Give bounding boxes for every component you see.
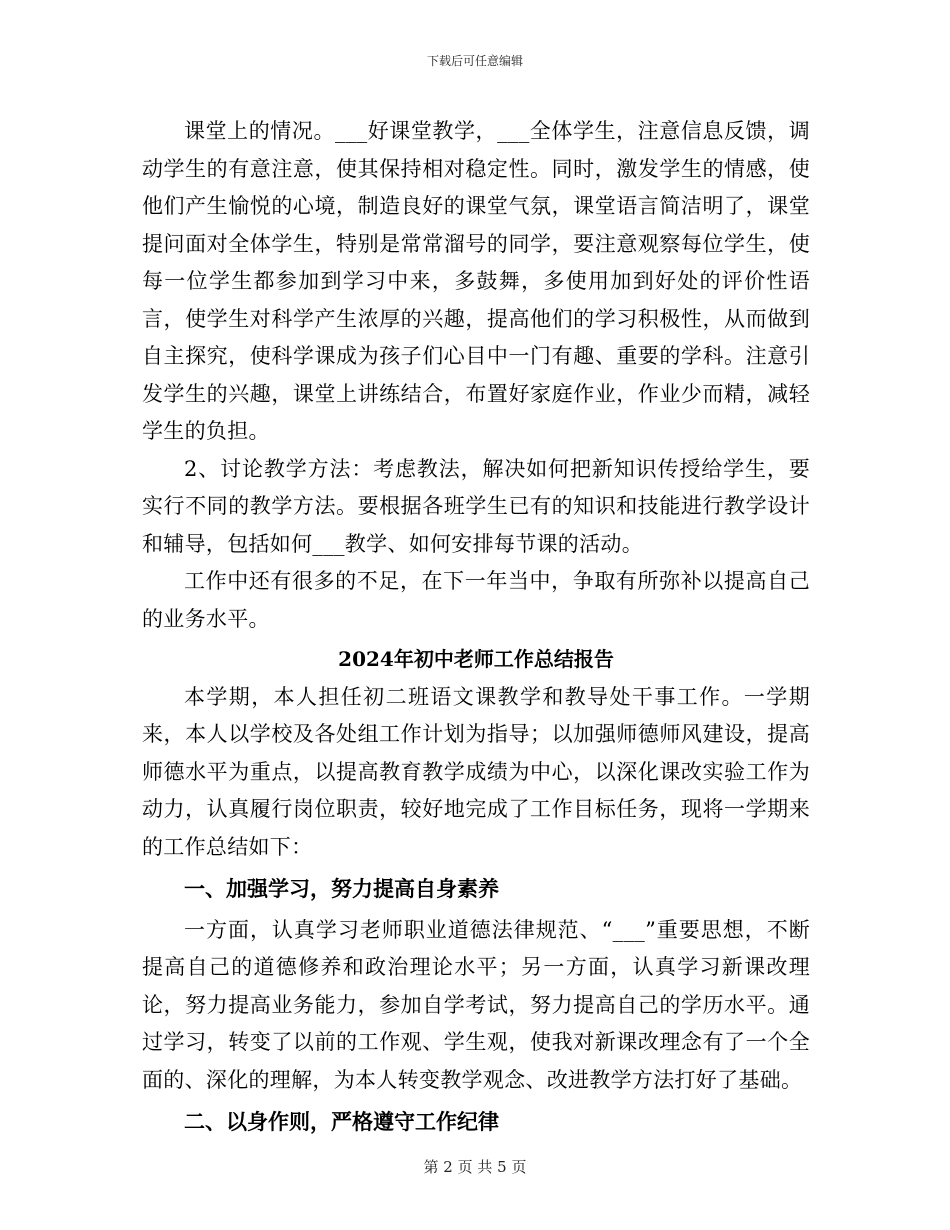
paragraph-shortcomings: 工作中还有很多的不足，在下一年当中，争取有所弥补以提高自己的业务水平。 [142, 569, 810, 631]
paragraph-teaching-methods: 2、讨论教学方法：考虑教法，解决如何把新知识传授给学生，要实行不同的教学方法。要根据各班学生已有的知识和技能进行教学设计和辅导，包括如何___教学、如何安排每节课的活动。 [142, 456, 810, 556]
document-body [142, 113, 810, 1145]
paragraph-intro: 本学期，本人担任初二班语文课教学和教导处干事工作。一学期来，本人以学校及各处组工作计划为指导；以加强师德师风建设，提高师德水平为重点，以提高教育教学成绩为中心，以深化课改实验工作为动力，认真履行岗位职责，较好地完成了工作目标任务，现将一学期来的工作总结如下： [142, 684, 810, 859]
page-footer: 第 2 页 共 5 页 [423, 1158, 527, 1176]
paragraph-classroom: 课堂上的情况。___好课堂教学，___全体学生，注意信息反馈，调动学生的有意注意，使其保持相对稳定性。同时，激发学生的情感，使他们产生愉悦的心境，制造良好的课堂气氛，课堂语言简洁明了，课堂提问面对全体学生，特别是常常溜号的同学，要注意观察每位学生，使每一位学生都参加到学习中来，多鼓舞，多使用加到好处的评价性语言，使学生对科学产生浓厚的兴趣，提高他们的学习积极性，从而做到自主探究，使科学课成为孩子们心目中一门有趣、重要的学科。注意引发学生的兴趣，课堂上讲练结合，布置好家庭作业，作业少而精，减轻学生的负担。 [142, 119, 810, 443]
report-title: 2024年初中老师工作总结报告 [338, 647, 614, 671]
section-heading-2: 二、以身作则，严格遵守工作纪律 [184, 1109, 499, 1134]
paragraph-study: 一方面，认真学习老师职业道德法律规范、“___”重要思想，不断提高自己的道德修养和政治理论水平；另一方面，认真学习新课改理论，努力提高业务能力，参加自学考试，努力提高自己的学历水平。通过学习，转变了以前的工作观、学生观，使我对新课改理念有了一个全面的、深化的理解，为本人转变教学观念、改进教学方法打好了基础。 [142, 917, 810, 1092]
page-header: 下载后可任意编辑 [426, 54, 523, 68]
section-heading-1: 一、加强学习，努力提高自身素养 [184, 876, 499, 901]
